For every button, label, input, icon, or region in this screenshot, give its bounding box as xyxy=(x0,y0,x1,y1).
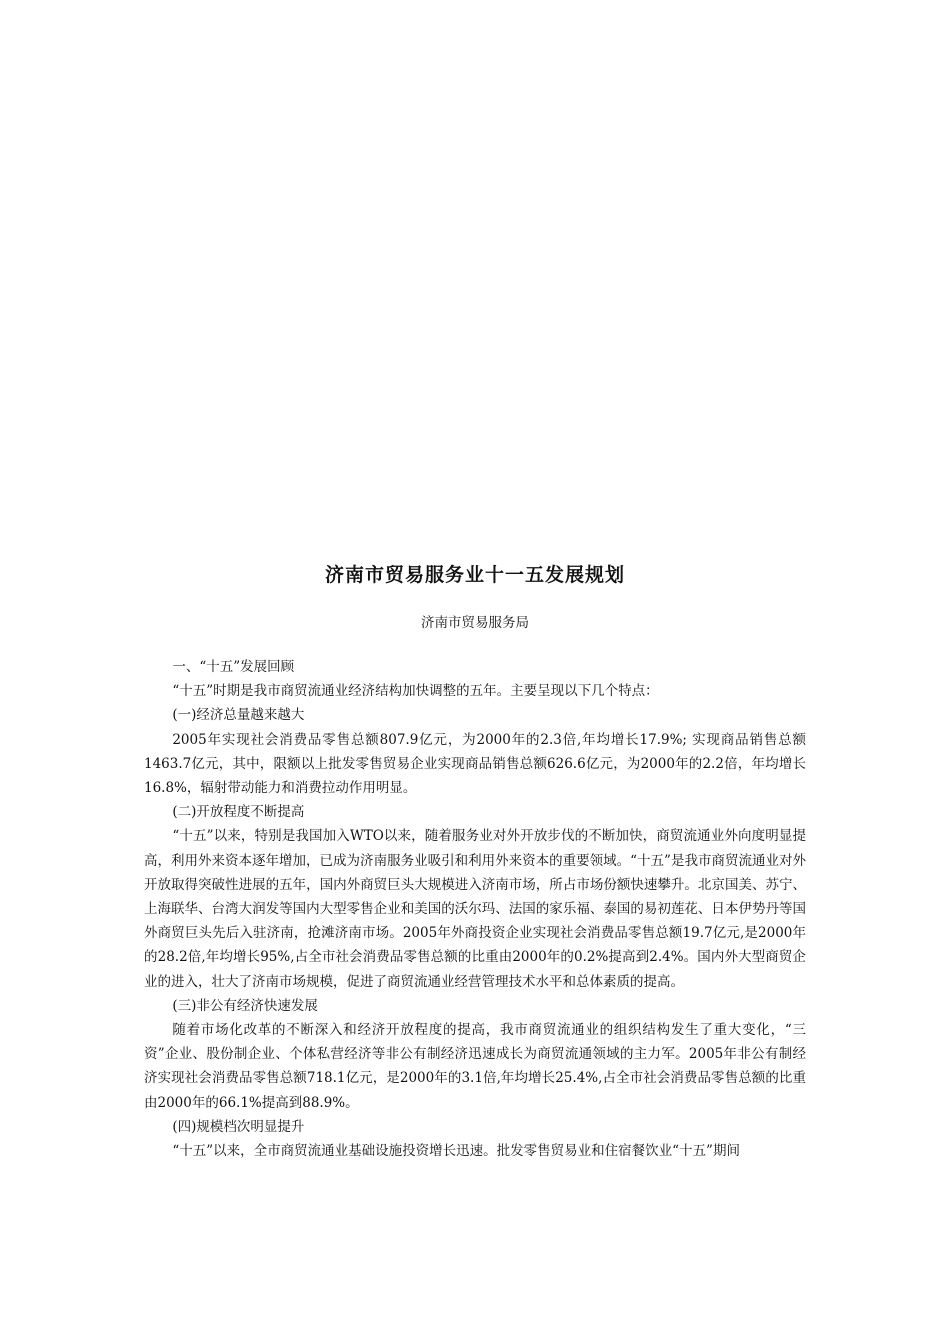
subsection-heading: (三)非公有经济快速发展 xyxy=(172,997,318,1014)
section-heading: 一、“十五”发展回顾 xyxy=(172,659,295,675)
body-paragraph: “十五”以来，特别是我国加入WTO以来，随着服务业对外开放步伐的不断加快，商贸流通业外向度明显提高，利用外来资本逐年增加，已成为济南服务业吸引和利用外来资本的重要领域。“十五”是我市商贸流通业对外开放取得突破性进展的五年，国内外商贸巨头大规模进入济南市场，所占市场份额快速攀升。北京国美、苏宁、上海联华、台湾大润发等国内大型零售企业和美国的沃尔玛、法国的家乐福、泰国的易初莲花、日本伊势丹等国外商贸巨头先后入驻济南，抢滩济南市场。2005年外商投资企业实现社会消费品零售总额19.7亿元,是2000年的28.2倍,年均增长95%,占全市社会消费品零售总额的比重由2000年的0.2%提高到2.4%。国内外大型商贸企业的进入，壮大了济南市场规模，促进了商贸流通业经营管理技术水平和总体素质的提高。 xyxy=(144,828,806,990)
subsection-heading: (二)开放程度不断提高 xyxy=(172,804,305,821)
body-paragraph: 2005年实现社会消费品零售总额807.9亿元，为2000年的2.3倍,年均增长17.9%; 实现商品销售总额1463.7亿元，其中，限额以上批发零售贸易企业实现商品销售总额626.6亿元，为2000年的2.2倍，年均增长16.8%，辐射带动能力和消费拉动作用明显。 xyxy=(144,731,806,797)
subsection-heading: (四)规模档次明显提升 xyxy=(172,1118,305,1135)
subsection-heading: (一)经济总量越来越大 xyxy=(172,707,305,724)
body-paragraph: “十五”以来，全市商贸流通业基础设施投资增长迅速。批发零售贸易业和住宿餐饮业“十五”期间 xyxy=(172,1143,740,1160)
document-author: 济南市贸易服务局 xyxy=(421,615,529,631)
body-paragraph: “十五”时期是我市商贸流通业经济结构加快调整的五年。主要呈现以下几个特点： xyxy=(172,683,659,700)
document-title: 济南市贸易服务业十一五发展规划 xyxy=(324,564,625,586)
document-body xyxy=(144,655,806,1163)
body-paragraph: 随着市场化改革的不断深入和经济开放程度的提高，我市商贸流通业的组织结构发生了重大变化，“三资”企业、股份制企业、个体私营经济等非公有制经济迅速成长为商贸流通领域的主力军。2005年非公有制经济实现社会消费品零售总额718.1亿元，是2000年的3.1倍,年均增长25.4%,占全市社会消费品零售总额的比重由2000年的66.1%提高到88.9%。 xyxy=(144,1022,806,1111)
